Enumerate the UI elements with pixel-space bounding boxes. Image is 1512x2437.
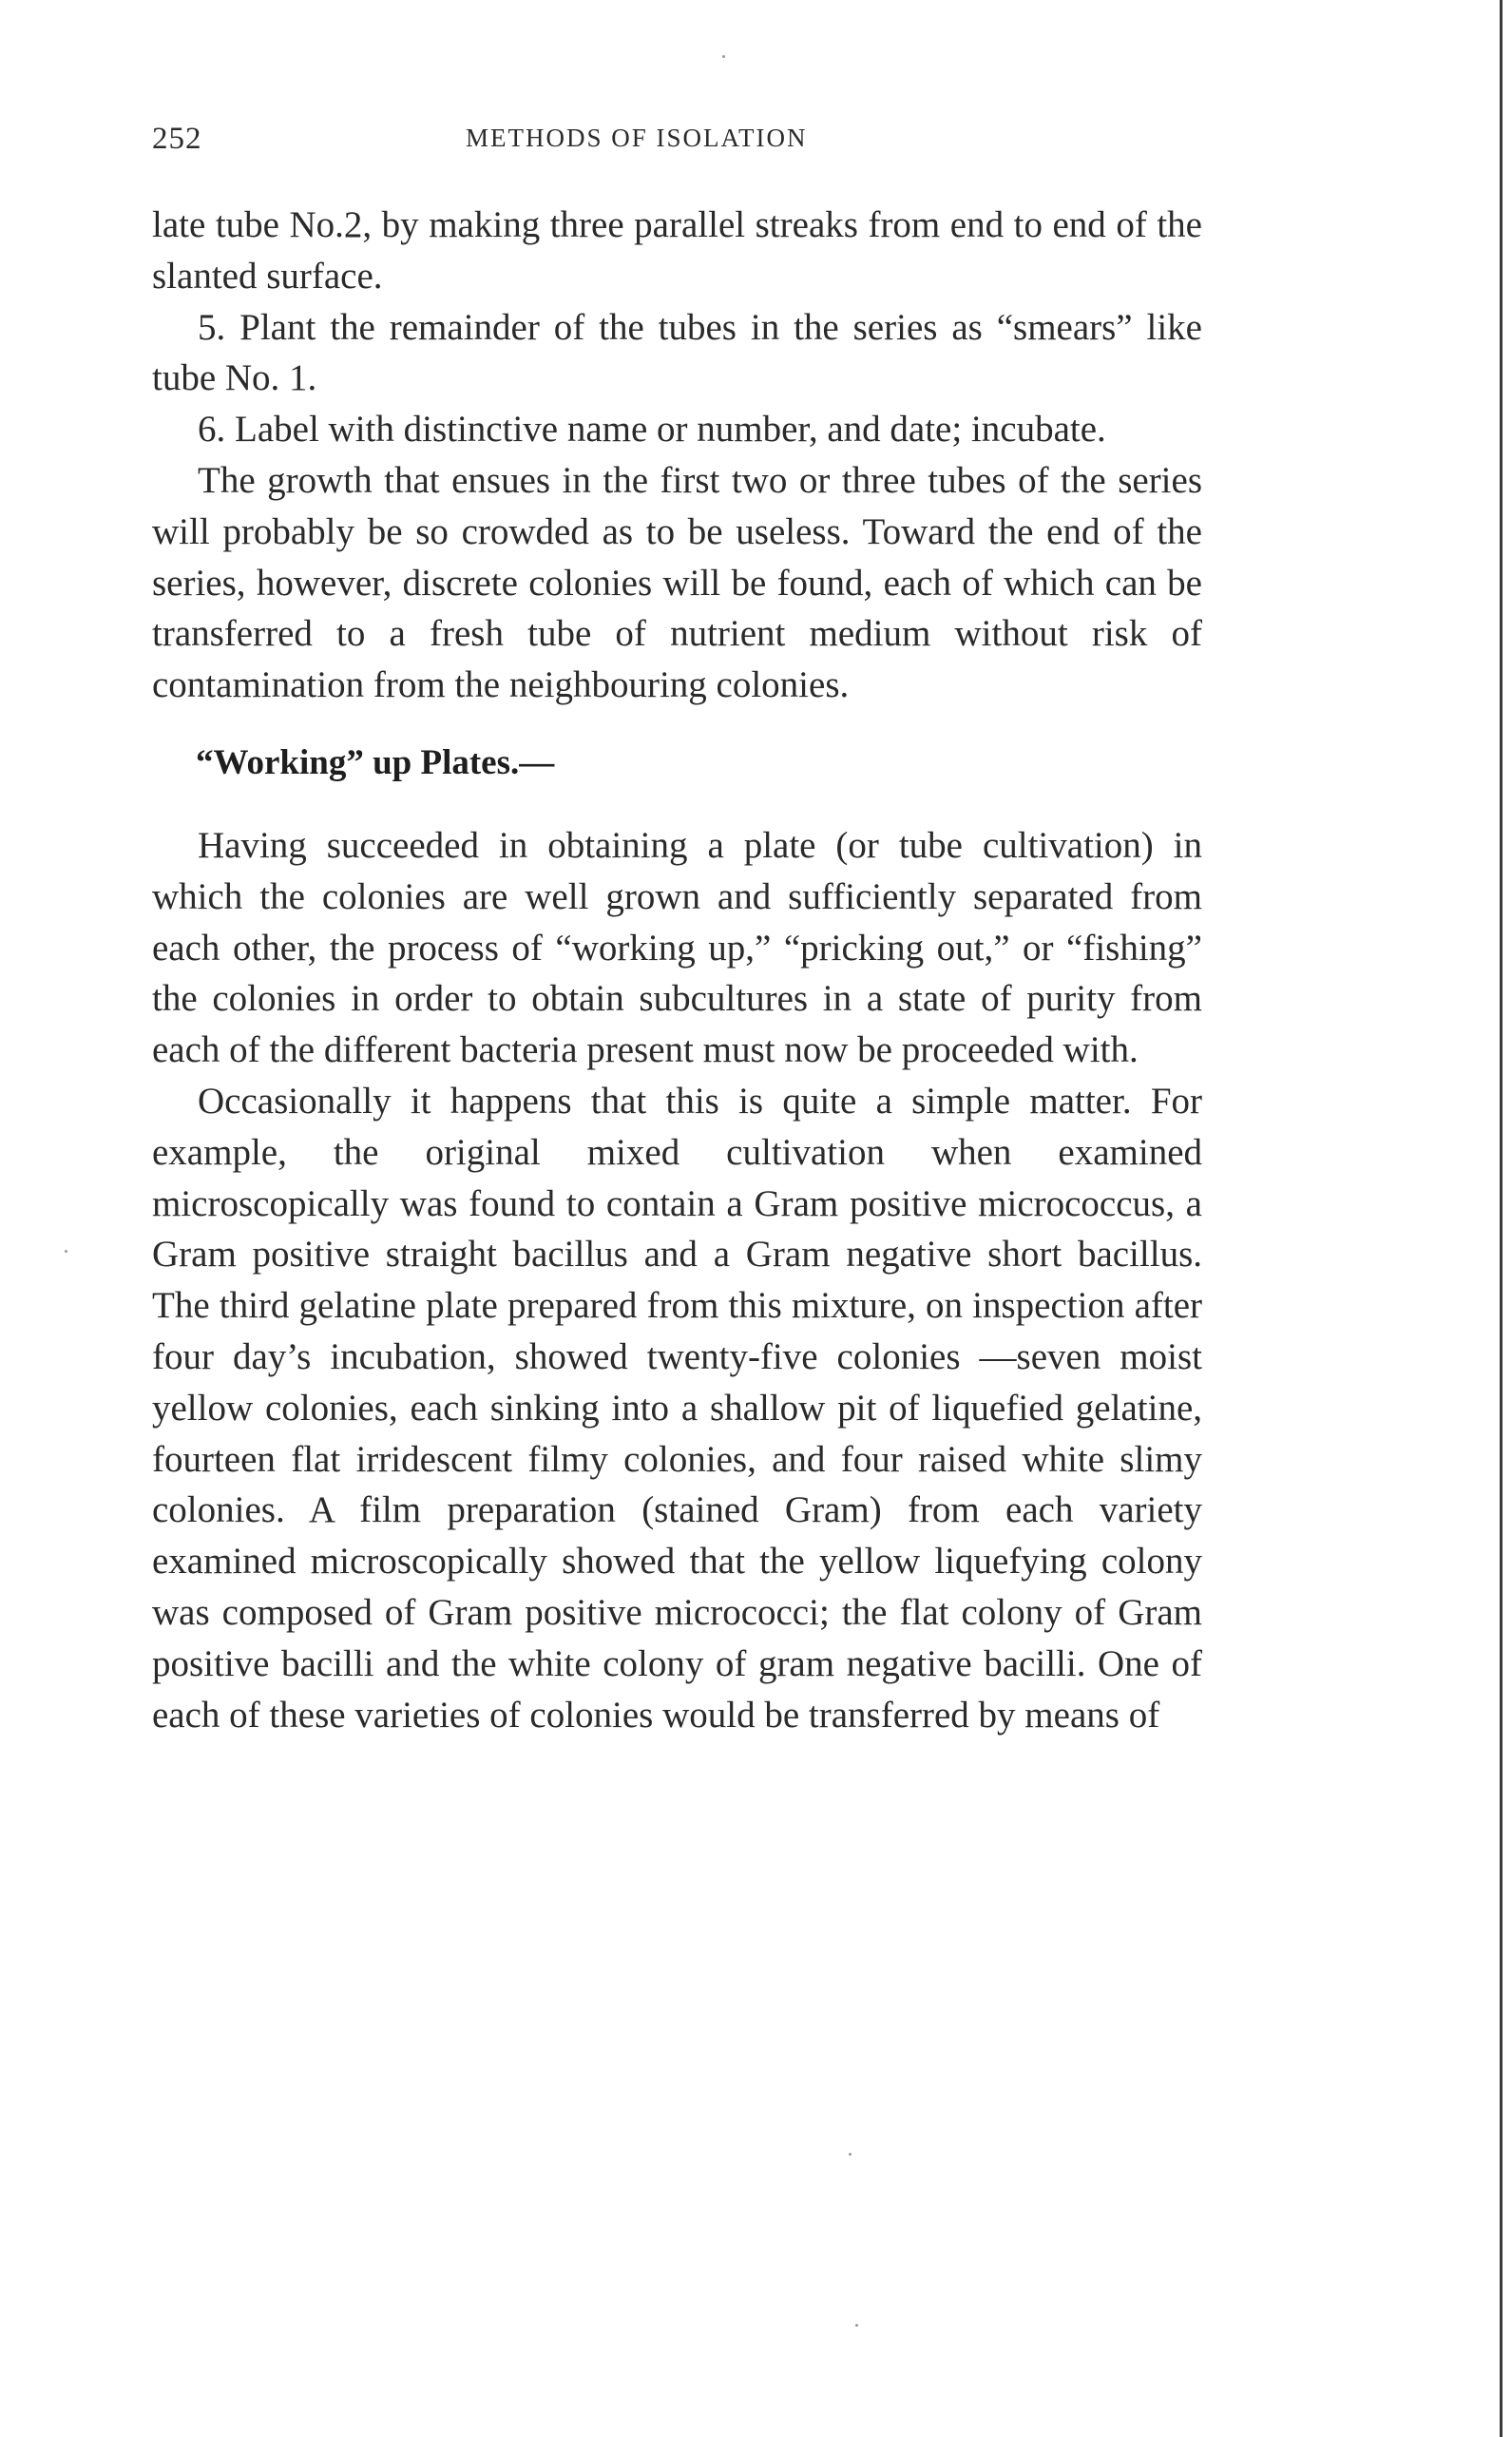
example-paragraph: Occasionally it happens that this is quite a simple matter. For example, the original mixed cultivation when examined microscopically was found to contain a Gram positive micrococcus, a Gram positive straight bacillus and a Gram negative short bacillus. The third gelatine plate prepared from this mixture, on inspection after four day’s incubation, showed twenty-five colonies —seven moist yellow colonies, each sinking into a shallow pit of liquefied gelatine, fourteen flat irridescent filmy colonies, and four raised white slimy colonies. A film preparation (stained Gram) from each variety examined microscopically showed that the yellow liquefying colony was composed of Gram positive micrococci; the flat colony of Gram positive bacilli and the white colony of gram negative bacilli. One of each of these varieties of colonies would be transferred by means of — [152, 1080, 1202, 1736]
step-6-paragraph: 6. Label with distinctive name or number, and date; incubate. — [198, 409, 1106, 451]
page-number: 252 — [152, 122, 202, 156]
growth-paragraph: The growth that ensues in the first two or three tubes of the series will probably be so crowded as to be useless. Toward the end of the series, however, discrete colonies will be found, each of which can be transferred to a fresh tube of nutrient medium without risk of contamination from the neighbouring colonies. — [152, 459, 1202, 706]
page-header — [152, 122, 1202, 169]
step-5-paragraph: 5. Plant the remainder of the tubes in the series as “smears” like tube No. 1. — [152, 306, 1202, 399]
running-title: METHODS OF ISOLATION — [466, 124, 808, 152]
working-up-paragraph: Having succeeded in obtaining a plate (or tube cultivation) in which the colonies are well grown and sufficiently separated from each other, the process of “working up,” “pricking out,” or “fishing” the colonies in order to obtain subcultures in a state of purity from each of the different bacteria present must now be proceeded with. — [152, 824, 1202, 1071]
scan-speck — [722, 55, 725, 58]
scan-speck — [65, 1250, 67, 1253]
scan-speck — [849, 2153, 852, 2156]
section-heading: “Working” up Plates.— — [196, 742, 555, 782]
paragraph-continuation: late tube No.2, by making three parallel streaks from end to end of the slanted surface. — [152, 204, 1202, 297]
body-text — [152, 200, 1202, 1740]
scan-speck — [855, 2324, 858, 2327]
page-edge-rule — [1500, 0, 1502, 2437]
